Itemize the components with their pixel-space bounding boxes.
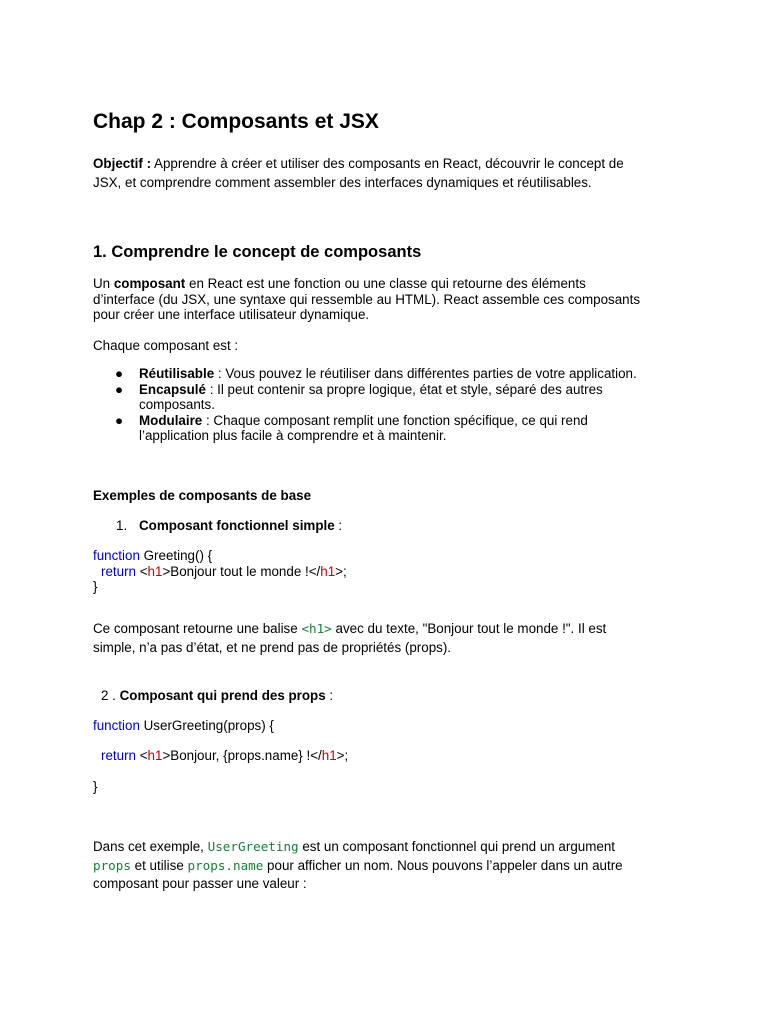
code-keyword: return <box>101 563 136 579</box>
code-text: >; <box>336 748 349 763</box>
code-text: >Bonjour, {props.name} !</ <box>162 748 322 763</box>
intro-text: Un <box>93 276 114 291</box>
intro-text: en React est une fonction ou une classe qui retourne des éléments <box>185 276 586 291</box>
bullet-list <box>93 366 683 444</box>
numbered-item-1 <box>93 518 683 534</box>
code-text: } <box>93 579 98 594</box>
objective-paragraph <box>93 154 683 192</box>
intro-bold-term: composant <box>113 276 186 291</box>
code-block-1 <box>93 548 683 595</box>
list-item <box>93 382 683 413</box>
code-text: UserGreeting(props) { <box>139 718 274 733</box>
bullet-text: : Chaque composant remplit une fonction spécifique, ce qui rend <box>202 412 588 428</box>
list-item <box>93 366 683 382</box>
code-text: < <box>135 748 148 763</box>
code-text: < <box>135 563 148 579</box>
intro-text-line3: pour créer une interface utilisateur dynamique. <box>93 307 370 322</box>
bullet-term: Réutilisable <box>139 366 215 381</box>
code-line <box>93 748 683 764</box>
bullet-text-cont: l’application plus facile à comprendre et à maintenir. <box>139 428 447 443</box>
item-title: Composant fonctionnel simple <box>139 518 335 533</box>
desc-text: pour afficher un nom. Nous pouvons l’appeler dans un autre <box>263 857 623 873</box>
bullet-icon: ● <box>115 381 124 397</box>
bullet-text: : Vous pouvez le réutiliser dans différentes parties de votre application. <box>214 366 637 381</box>
code-keyword: return <box>101 748 136 763</box>
objective-text-line2: JSX, et comprendre comment assembler des interfaces dynamiques et réutilisables. <box>93 175 592 190</box>
list-item <box>93 413 683 444</box>
item-title: Composant qui prend des props <box>119 688 326 703</box>
desc-text: Dans cet exemple, <box>93 839 208 854</box>
inline-code: UserGreeting <box>207 839 299 854</box>
code-keyword: function <box>93 718 140 733</box>
desc-text: avec du texte, "Bonjour tout le monde !". Il est <box>331 621 607 636</box>
intro-text-line2: d’interface (du JSX, une syntaxe qui ressemble au HTML). React assemble ces composants <box>93 291 641 307</box>
section-heading: 1. Comprendre le concept de composants <box>93 243 422 261</box>
desc-text-line2: simple, n’a pas d’état, et ne prend pas de propriétés (props). <box>93 640 452 655</box>
bullet-icon: ● <box>115 412 124 428</box>
numbered-item-2 <box>93 688 683 704</box>
bullet-text: : Il peut contenir sa propre logique, état et style, séparé des autres <box>205 381 603 397</box>
bullet-term: Modulaire <box>139 412 203 428</box>
bullet-icon: ● <box>115 366 124 381</box>
examples-heading: Exemples de composants de base <box>93 488 312 503</box>
code-line <box>93 718 683 734</box>
code-tag: h1 <box>321 748 337 763</box>
bullet-term: Encapsulé <box>139 381 206 397</box>
item-suffix: : <box>334 518 343 533</box>
bullet-text-cont: composants. <box>139 397 215 412</box>
objective-text-line1: Apprendre à créer et utiliser des composants en React, découvrir le concept de <box>151 156 624 171</box>
intro-paragraph <box>93 276 683 323</box>
inline-code: props.name <box>187 857 264 873</box>
code-tag: h1 <box>147 748 163 763</box>
desc-text-line3: composant pour passer une valeur : <box>93 876 307 891</box>
code-keyword: function <box>93 548 140 563</box>
code-line: } <box>93 779 98 794</box>
item-number: 2 . <box>101 688 120 703</box>
code-text: Greeting() { <box>139 548 213 563</box>
code-text: >Bonjour tout le monde !</ <box>162 563 321 579</box>
inline-code: <h1> <box>301 621 332 636</box>
objective-label: Objectif : <box>93 156 152 171</box>
desc-text: est un composant fonctionnel qui prend un argument <box>298 839 615 854</box>
item-suffix: : <box>325 688 334 703</box>
description-paragraph-1 <box>93 619 683 657</box>
code-text: >; <box>335 563 347 579</box>
desc-text: Ce composant retourne une balise <box>93 621 302 636</box>
item-number: 1. <box>116 518 128 533</box>
list-intro: Chaque composant est : <box>93 338 239 353</box>
page-title: Chap 2 : Composants et JSX <box>93 110 379 133</box>
code-tag: h1 <box>320 563 336 579</box>
code-tag: h1 <box>147 563 163 579</box>
inline-code: props <box>93 857 131 873</box>
desc-text: et utilise <box>130 857 188 873</box>
description-paragraph-2 <box>93 838 683 894</box>
